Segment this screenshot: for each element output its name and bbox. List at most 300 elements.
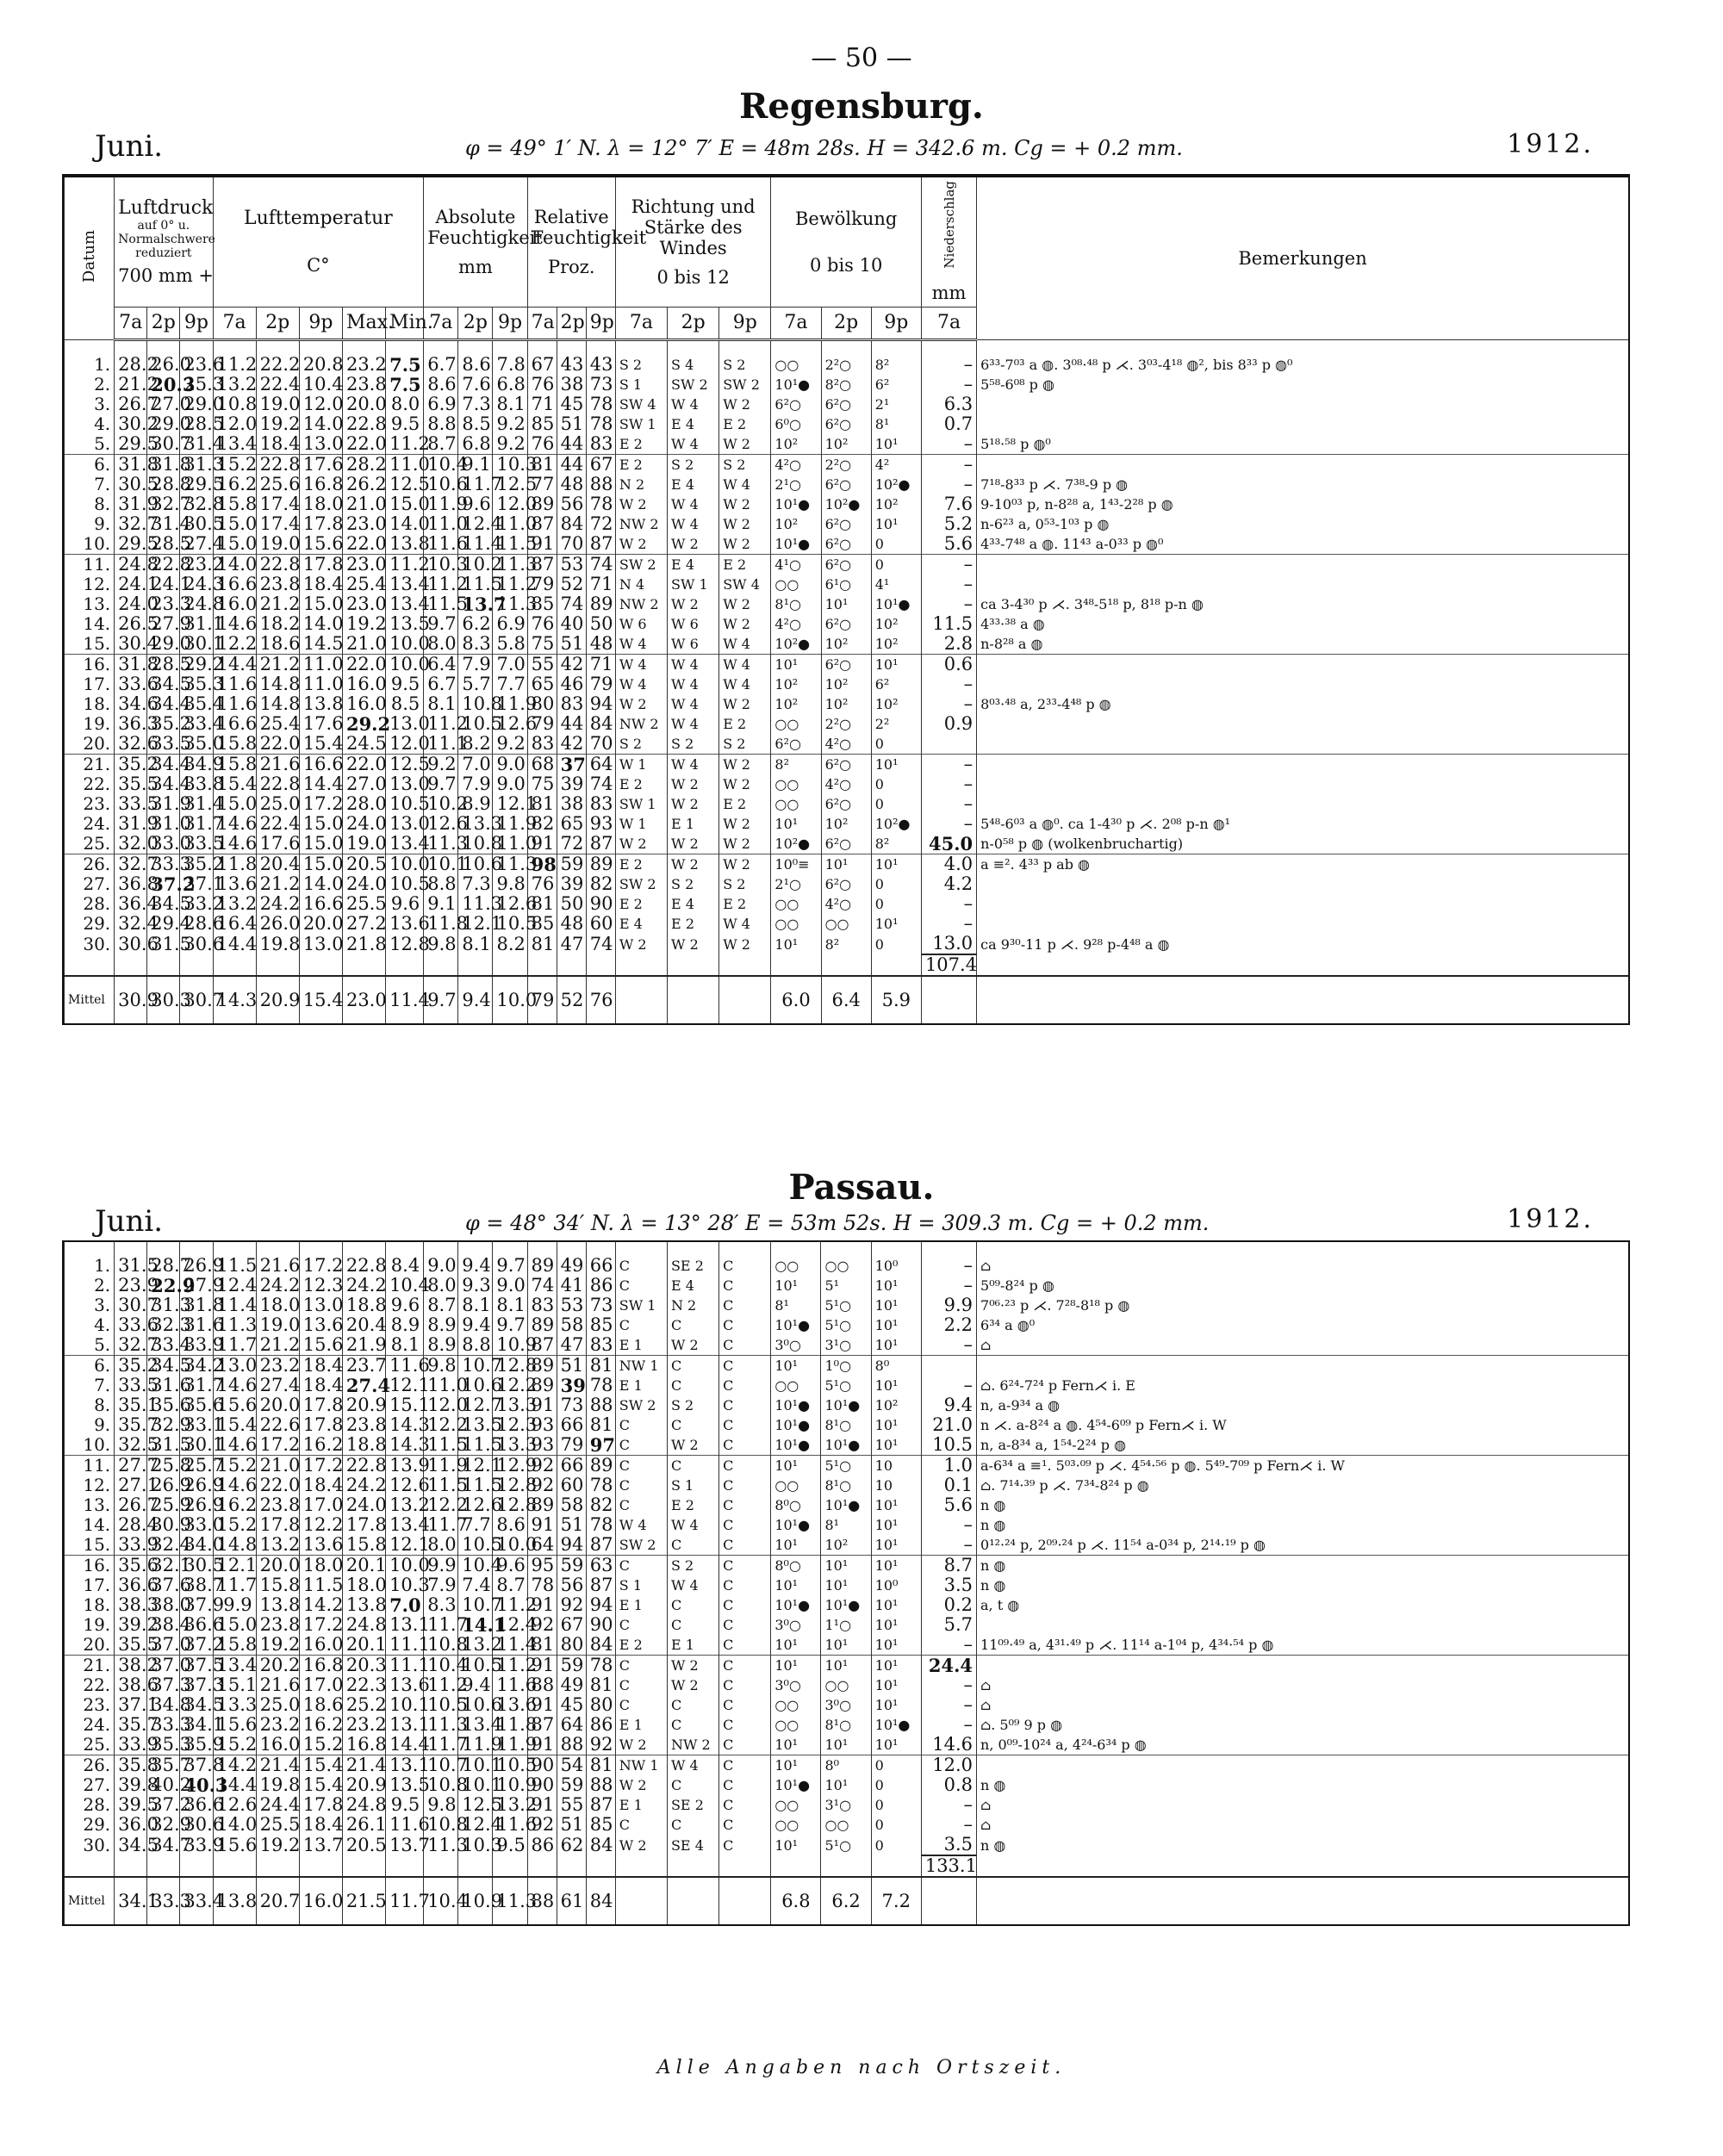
- value-cell: 27.1: [115, 1476, 147, 1495]
- value-cell: 84: [586, 1635, 615, 1656]
- value-cell: C: [719, 1456, 771, 1476]
- value-cell: 20.9: [342, 1775, 385, 1795]
- value-cell: W 2: [719, 534, 771, 555]
- header-sub-t2-15: 2p: [668, 308, 719, 340]
- value-cell: 10¹●: [771, 534, 821, 555]
- value-cell: 15.2: [213, 1735, 256, 1755]
- value-cell: 5¹○: [821, 1315, 871, 1335]
- value-cell: 25.7: [180, 1456, 213, 1476]
- remark-cell: n ◍: [977, 1556, 1628, 1576]
- value-cell: 6²○: [771, 734, 821, 755]
- value-cell: SW 1: [615, 794, 667, 814]
- value-cell: 10¹: [871, 1295, 921, 1315]
- value-cell: S 2: [719, 734, 771, 755]
- value-cell: C: [719, 1755, 771, 1776]
- value-cell: 13.4: [386, 1515, 424, 1535]
- value-cell: 6.7: [424, 674, 458, 694]
- spacer-cell: [180, 954, 213, 976]
- value-cell: 10¹●: [821, 1395, 871, 1415]
- value-cell: 3¹○: [821, 1335, 871, 1356]
- value-cell: 87: [527, 1715, 557, 1735]
- day-cell: 25.: [65, 1735, 115, 1755]
- value-cell: 10.9: [493, 1775, 527, 1795]
- value-cell: 10.4: [424, 1656, 458, 1676]
- value-cell: 0: [871, 894, 921, 914]
- spacer-cell: [147, 1855, 180, 1877]
- value-cell: SW 4: [615, 395, 667, 414]
- value-cell: 37.1: [180, 874, 213, 894]
- value-cell: 13.3: [493, 1395, 527, 1415]
- value-cell: 15.0: [213, 514, 256, 534]
- value-cell: 10¹: [821, 594, 871, 614]
- value-cell: 6²○: [821, 555, 871, 575]
- table-row: [65, 674, 1629, 694]
- value-cell: 12.8: [493, 1495, 527, 1515]
- value-cell: 22.8: [256, 774, 299, 794]
- value-cell: 20.3: [342, 1656, 385, 1676]
- month-label: Juni.: [95, 129, 164, 164]
- value-cell: 32.1: [147, 1556, 180, 1576]
- value-cell: 74: [527, 1276, 557, 1295]
- value-cell: ○○: [771, 1376, 821, 1395]
- value-cell: 12.1: [493, 794, 527, 814]
- spacer-cell: [493, 1855, 527, 1877]
- value-cell: 10.6: [458, 854, 493, 875]
- spacer-cell: [586, 1242, 615, 1256]
- value-cell: ○○: [771, 1476, 821, 1495]
- value-cell: 87: [586, 1535, 615, 1556]
- value-cell: 10¹: [821, 1556, 871, 1576]
- value-cell: 9.8: [424, 1795, 458, 1815]
- spacer-cell: [65, 1242, 115, 1256]
- value-cell: 10²: [821, 1535, 871, 1556]
- value-cell: 25.5: [342, 894, 385, 914]
- value-cell: 82: [527, 814, 557, 834]
- value-cell: C: [615, 1695, 667, 1715]
- table-row: [65, 395, 1629, 414]
- value-cell: E 2: [667, 1495, 718, 1515]
- value-cell: 83: [586, 1335, 615, 1356]
- value-cell: 17.2: [299, 1256, 342, 1276]
- value-cell: W 4: [668, 395, 719, 414]
- value-cell: 9.0: [493, 774, 527, 794]
- value-cell: 15.4: [213, 774, 256, 794]
- value-cell: 13.3: [458, 814, 493, 834]
- value-cell: 11.4: [493, 1635, 527, 1656]
- value-cell: ○○: [771, 1795, 821, 1815]
- value-cell: 18.0: [256, 1295, 299, 1315]
- value-cell: 26.5: [115, 614, 147, 634]
- value-cell: 85: [586, 1315, 615, 1335]
- value-cell: 29.2: [342, 714, 385, 734]
- value-cell: 36.6: [115, 1575, 147, 1595]
- value-cell: 3⁰○: [771, 1335, 821, 1356]
- value-cell: C: [719, 1795, 771, 1815]
- table-row: [65, 594, 1629, 614]
- spacer-cell: [719, 954, 771, 976]
- value-cell: 13.2: [386, 1495, 424, 1515]
- value-cell: 13.0: [386, 714, 424, 734]
- value-cell: 10.8: [424, 1775, 458, 1795]
- value-cell: 16.4: [213, 914, 256, 934]
- value-cell: 26.9: [180, 1256, 213, 1276]
- day-cell: 11.: [65, 1456, 115, 1476]
- value-cell: 11.2: [213, 355, 256, 375]
- value-cell: 83: [557, 694, 586, 714]
- value-cell: C: [615, 1556, 667, 1576]
- value-cell: 11.5: [424, 1435, 458, 1456]
- value-cell: W 2: [719, 614, 771, 634]
- value-cell: 87: [586, 1575, 615, 1595]
- spacer-cell: [977, 954, 1628, 976]
- value-cell: 26.0: [147, 355, 180, 375]
- spacer-cell: [771, 1242, 821, 1256]
- value-cell: SE 2: [667, 1795, 718, 1815]
- value-cell: 8.9: [458, 794, 493, 814]
- value-cell: 11.5: [213, 1256, 256, 1276]
- day-cell: 23.: [65, 1695, 115, 1715]
- regensburg-table-frame: [62, 174, 1630, 1025]
- value-cell: 23.8: [256, 1495, 299, 1515]
- spacer-cell: [977, 340, 1628, 356]
- value-cell: 13.2: [256, 1535, 299, 1556]
- spacer-cell: [771, 340, 821, 356]
- value-cell: 29.5: [115, 534, 147, 555]
- value-cell: 6²: [871, 375, 921, 395]
- value-cell: [921, 734, 976, 755]
- value-cell: 9.9: [213, 1595, 256, 1615]
- value-cell: 20.9: [342, 1395, 385, 1415]
- value-cell: 20.5: [342, 854, 385, 875]
- mittel-value: 79: [527, 976, 557, 1023]
- value-cell: 10.5: [493, 914, 527, 934]
- value-cell: 39: [557, 1376, 586, 1395]
- value-cell: 10²: [871, 494, 921, 514]
- value-cell: 5¹○: [821, 1295, 871, 1315]
- value-cell: 28.5: [180, 414, 213, 434]
- value-cell: 17.2: [299, 794, 342, 814]
- value-cell: 9.9: [921, 1295, 976, 1315]
- remark-cell: [977, 774, 1628, 794]
- mittel-value: 23.0: [342, 976, 385, 1023]
- value-cell: 55: [557, 1795, 586, 1815]
- value-cell: 38.0: [147, 1595, 180, 1615]
- value-cell: ○○: [821, 1815, 871, 1835]
- value-cell: 18.0: [342, 1575, 385, 1595]
- value-cell: 31.5: [147, 934, 180, 954]
- value-cell: 12.1: [458, 1456, 493, 1476]
- value-cell: 10.7: [458, 1595, 493, 1615]
- value-cell: C: [719, 1735, 771, 1755]
- value-cell: 90: [527, 1755, 557, 1776]
- value-cell: 12.6: [424, 814, 458, 834]
- value-cell: 70: [557, 534, 586, 555]
- value-cell: 7.6: [921, 494, 976, 514]
- mittel-value: 5.9: [871, 976, 921, 1023]
- value-cell: C: [719, 1276, 771, 1295]
- header-sub-t7-8: 7a: [424, 308, 458, 340]
- value-cell: 10¹: [771, 814, 821, 834]
- value-cell: S 2: [667, 1395, 718, 1415]
- value-cell: 31.8: [147, 455, 180, 475]
- value-cell: 30.1: [180, 634, 213, 655]
- value-cell: 6.9: [493, 614, 527, 634]
- value-cell: S 1: [667, 1476, 718, 1495]
- day-cell: 29.: [65, 1815, 115, 1835]
- value-cell: C: [667, 1775, 718, 1795]
- spacer-cell: [180, 340, 213, 356]
- value-cell: 19.2: [342, 614, 385, 634]
- value-cell: 3⁰○: [771, 1675, 821, 1695]
- value-cell: 11.2: [493, 575, 527, 594]
- value-cell: 25.0: [256, 1695, 299, 1715]
- value-cell: 32.5: [115, 1435, 147, 1456]
- value-cell: 14.6: [213, 614, 256, 634]
- spacer-cell: [213, 954, 256, 976]
- value-cell: 35.6: [115, 1556, 147, 1576]
- value-cell: 88: [586, 475, 615, 494]
- value-cell: 10.5: [921, 1435, 976, 1456]
- value-cell: 13.4: [213, 1656, 256, 1676]
- day-cell: 20.: [65, 1635, 115, 1656]
- value-cell: 10¹●: [821, 1595, 871, 1615]
- value-cell: 11.3: [493, 854, 527, 875]
- value-cell: 10²: [821, 814, 871, 834]
- mittel-value: 30.3: [147, 976, 180, 1023]
- value-cell: 4²○: [821, 734, 871, 755]
- value-cell: 11.5: [458, 1476, 493, 1495]
- value-cell: 25.4: [256, 714, 299, 734]
- value-cell: 24.8: [342, 1615, 385, 1635]
- value-cell: 27.0: [147, 395, 180, 414]
- value-cell: 37.3: [180, 1675, 213, 1695]
- value-cell: 29.5: [115, 434, 147, 455]
- value-cell: C: [667, 1715, 718, 1735]
- remark-cell: [977, 794, 1628, 814]
- table-row: [65, 1515, 1629, 1535]
- value-cell: 19.0: [256, 534, 299, 555]
- value-cell: 25.2: [342, 1695, 385, 1715]
- value-cell: 94: [557, 1535, 586, 1556]
- value-cell: 12.4: [458, 1815, 493, 1835]
- value-cell: 78: [586, 414, 615, 434]
- table-row: [65, 834, 1629, 854]
- value-cell: 9.2: [424, 755, 458, 775]
- value-cell: SW 1: [615, 1295, 667, 1315]
- year-label: 1912.: [1507, 1204, 1594, 1234]
- header-abs-feucht: [424, 177, 543, 308]
- value-cell: 11.0: [424, 1376, 458, 1395]
- value-cell: 67: [586, 455, 615, 475]
- table-row: [65, 1795, 1629, 1815]
- value-cell: 20.0: [256, 1556, 299, 1576]
- value-cell: S 2: [615, 734, 667, 755]
- value-cell: 12.7: [458, 1395, 493, 1415]
- value-cell: 14.1: [458, 1615, 493, 1635]
- value-cell: 8.1: [424, 694, 458, 714]
- value-cell: 79: [527, 714, 557, 734]
- table-row: [65, 734, 1629, 755]
- value-cell: 0.9: [921, 714, 976, 734]
- mittel-value: 11.4: [386, 976, 424, 1023]
- remark-cell: n, a-8³⁴ a, 1⁵⁴-2²⁴ p ◍: [977, 1435, 1628, 1456]
- value-cell: 87: [586, 834, 615, 854]
- value-cell: 8¹○: [821, 1415, 871, 1435]
- value-cell: 6²○: [821, 794, 871, 814]
- value-cell: 12.4: [213, 1276, 256, 1295]
- table-row: [65, 1755, 1629, 1776]
- day-cell: 25.: [65, 834, 115, 854]
- value-cell: 26.2: [342, 475, 385, 494]
- value-cell: 81: [586, 1356, 615, 1376]
- value-cell: W 4: [615, 634, 667, 655]
- value-cell: 89: [527, 494, 557, 514]
- header-temp-title: Lufttemperatur: [244, 208, 393, 229]
- header-nieder-title: Niederschlag: [941, 180, 957, 269]
- value-cell: 92: [527, 1615, 557, 1635]
- value-cell: 91: [527, 534, 557, 555]
- value-cell: 31.4: [180, 434, 213, 455]
- day-cell: 8.: [65, 1395, 115, 1415]
- value-cell: 38.4: [147, 1615, 180, 1635]
- value-cell: 0: [871, 1755, 921, 1776]
- table-row: [65, 634, 1629, 655]
- value-cell: 33.4: [180, 714, 213, 734]
- spacer-cell: [615, 954, 667, 976]
- value-cell: 13.4: [386, 594, 424, 614]
- value-cell: 22.0: [342, 434, 385, 455]
- day-cell: 13.: [65, 1495, 115, 1515]
- value-cell: 31.6: [147, 1376, 180, 1395]
- value-cell: 22.4: [256, 814, 299, 834]
- header-sub-t9-5: 9p: [299, 308, 342, 340]
- day-cell: 8.: [65, 494, 115, 514]
- value-cell: 8⁰○: [771, 1556, 821, 1576]
- value-cell: –: [921, 594, 976, 614]
- value-cell: 6.8: [493, 375, 527, 395]
- value-cell: 14.6: [213, 834, 256, 854]
- value-cell: 75: [527, 634, 557, 655]
- value-cell: 11.9: [493, 694, 527, 714]
- value-cell: 35.3: [147, 1735, 180, 1755]
- page-number: — 50 —: [811, 43, 912, 73]
- table-row: [65, 1535, 1629, 1556]
- value-cell: 10¹: [871, 1276, 921, 1295]
- remark-cell: [977, 1615, 1628, 1635]
- value-cell: 11.7: [213, 1335, 256, 1356]
- value-cell: 24.0: [115, 594, 147, 614]
- value-cell: 23.0: [342, 555, 385, 575]
- value-cell: 12.2: [424, 1415, 458, 1435]
- value-cell: 8.1: [458, 934, 493, 954]
- value-cell: 33.0: [180, 1515, 213, 1535]
- value-cell: 31.7: [180, 814, 213, 834]
- remark-cell: 6³⁴ a ◍⁰: [977, 1315, 1628, 1335]
- remark-cell: n-8²⁸ a ◍: [977, 634, 1628, 655]
- spacer-row: [65, 1242, 1629, 1256]
- value-cell: 15.6: [213, 1395, 256, 1415]
- spacer-cell: [458, 954, 493, 976]
- value-cell: 31.9: [115, 814, 147, 834]
- table-row: [65, 1456, 1629, 1476]
- value-cell: 15.2: [213, 1515, 256, 1535]
- spacer-cell: [424, 1855, 458, 1877]
- value-cell: 33.5: [147, 734, 180, 755]
- value-cell: SE 4: [667, 1835, 718, 1855]
- value-cell: 89: [527, 1315, 557, 1335]
- value-cell: 11.9: [424, 1456, 458, 1476]
- value-cell: 88: [527, 1675, 557, 1695]
- value-cell: 7.9: [458, 774, 493, 794]
- mittel-value: 33.4: [180, 1877, 213, 1924]
- value-cell: W 2: [668, 534, 719, 555]
- value-cell: 0.8: [921, 1775, 976, 1795]
- value-cell: 89: [586, 854, 615, 875]
- value-cell: 21.2: [256, 874, 299, 894]
- value-cell: 11.3: [213, 1315, 256, 1335]
- value-cell: 17.6: [299, 714, 342, 734]
- value-cell: 13.8: [386, 534, 424, 555]
- value-cell: 30.6: [180, 1815, 213, 1835]
- value-cell: 2.8: [921, 634, 976, 655]
- value-cell: 86: [586, 1715, 615, 1735]
- value-cell: ○○: [771, 774, 821, 794]
- value-cell: 11.2: [424, 714, 458, 734]
- value-cell: ○○: [771, 914, 821, 934]
- value-cell: 93: [586, 814, 615, 834]
- value-cell: 10.5: [458, 714, 493, 734]
- value-cell: 9.4: [458, 1315, 493, 1335]
- value-cell: 12.5: [386, 755, 424, 775]
- value-cell: W 2: [668, 834, 719, 854]
- spacer-cell: [667, 1855, 718, 1877]
- day-cell: 5.: [65, 1335, 115, 1356]
- value-cell: N 2: [667, 1295, 718, 1315]
- value-cell: 17.8: [256, 1515, 299, 1535]
- value-cell: 14.0: [213, 555, 256, 575]
- value-cell: 12.5: [386, 475, 424, 494]
- value-cell: 37.3: [147, 1675, 180, 1695]
- value-cell: 34.4: [147, 755, 180, 775]
- value-cell: 34.0: [180, 1535, 213, 1556]
- header-wind-title: Richtung und Stärke des Windes: [631, 196, 756, 258]
- value-cell: 21.2: [256, 1335, 299, 1356]
- value-cell: 37.0: [147, 1656, 180, 1676]
- value-cell: 10¹: [771, 934, 821, 954]
- value-cell: –: [921, 1715, 976, 1735]
- value-cell: 10¹: [771, 1755, 821, 1776]
- value-cell: C: [615, 1435, 667, 1456]
- spacer-cell: [256, 340, 299, 356]
- value-cell: 78: [586, 1515, 615, 1535]
- value-cell: 10¹: [871, 1495, 921, 1515]
- value-cell: 4.0: [921, 854, 976, 875]
- value-cell: 0.2: [921, 1595, 976, 1615]
- value-cell: 37.9: [180, 1595, 213, 1615]
- day-cell: 10.: [65, 534, 115, 555]
- table-row: [65, 1276, 1629, 1295]
- value-cell: 14.2: [213, 1755, 256, 1776]
- value-cell: 37.1: [115, 1695, 147, 1715]
- value-cell: 35.0: [180, 734, 213, 755]
- spacer-cell: [115, 954, 147, 976]
- value-cell: 13.3: [493, 1435, 527, 1456]
- value-cell: 28.4: [115, 1515, 147, 1535]
- value-cell: C: [719, 1295, 771, 1315]
- remark-cell: 7¹⁸-8³³ p ⋌. 7³⁸-9 p ◍: [977, 475, 1628, 494]
- value-cell: 34.8: [147, 1695, 180, 1715]
- value-cell: 37.8: [180, 1755, 213, 1776]
